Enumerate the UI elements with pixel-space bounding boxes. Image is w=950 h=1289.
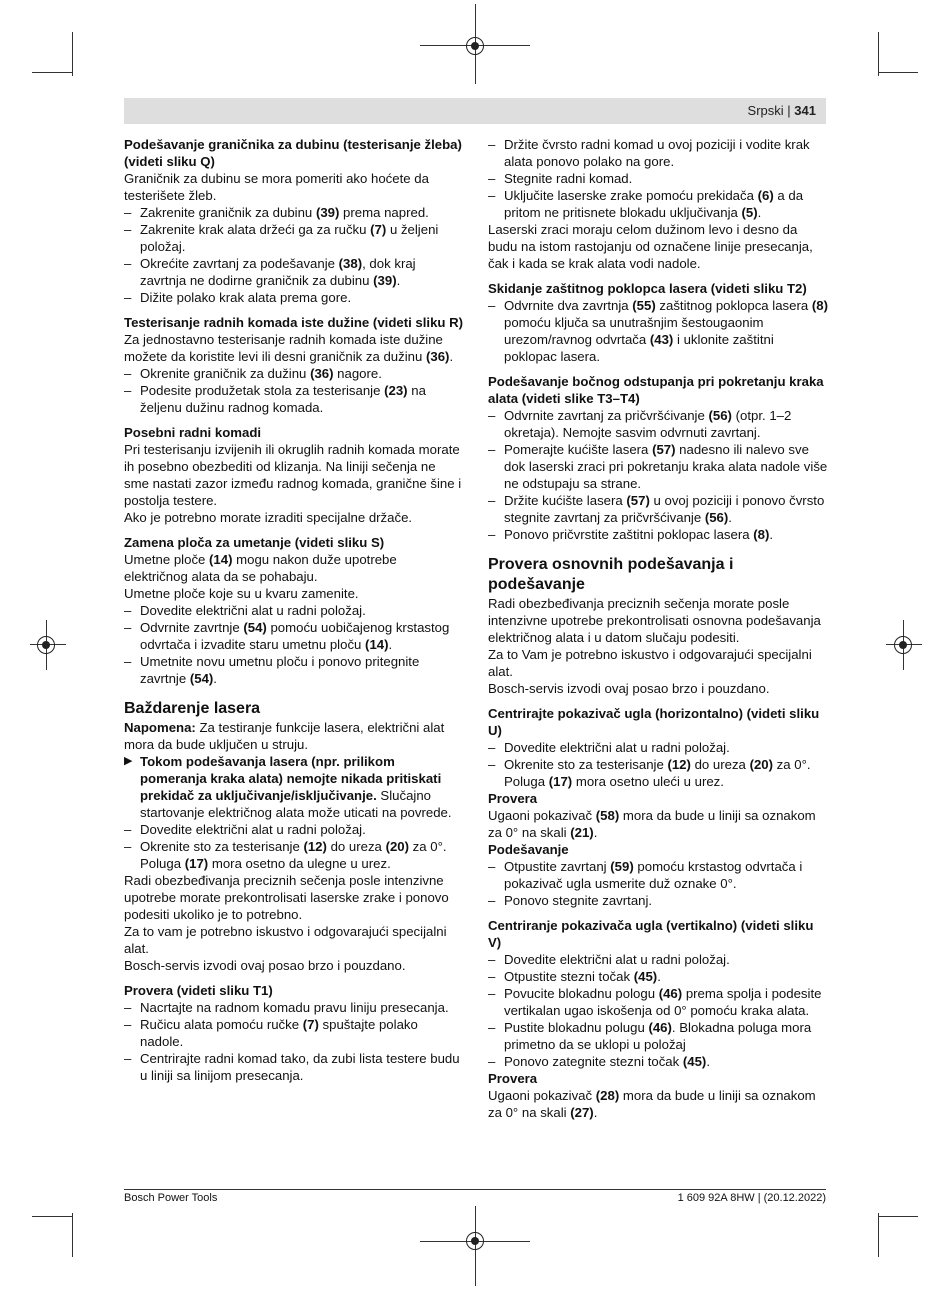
list-item: – Držite kućište lasera (57) u ovoj poziciji i ponovo čvrsto stegnite zavrtanj za pričvršćivanje (56). [488, 492, 828, 526]
right-column [488, 136, 828, 1121]
registration-mark-icon [37, 636, 55, 654]
spacer [488, 272, 828, 280]
list-item: – Nacrtajte na radnom komadu pravu liniju presecanja. [124, 999, 464, 1016]
list-item: – Centrirajte radni komad tako, da zubi lista testere budu u liniji sa linijom presecanja. [124, 1050, 464, 1084]
registration-mark-icon [894, 636, 912, 654]
list-item: – Pustite blokadnu polugu (46). Blokadna poluga mora primetno da se uklopi u položaj [488, 1019, 828, 1053]
list-item: – Podesite produžetak stola za testerisanje (23) na željenu dužinu radnog komada. [124, 382, 464, 416]
spacer [124, 306, 464, 314]
section-heading: Testerisanje radnih komada iste dužine (videti sliku R) [124, 315, 464, 330]
spacer [124, 416, 464, 424]
header-text [748, 103, 816, 118]
chapter-heading: Provera osnovnih podešavanja i podešavanje [488, 556, 734, 593]
paragraph: Za to vam je potrebno iskustvo i odgovarajući specijalni alat. [124, 924, 447, 956]
section-heading: Provera [488, 1071, 538, 1086]
list-item: – Uključite laserske zrake pomoću prekidača (6) a da pritom ne pritisnete blokadu uključivanja (5). [488, 187, 828, 221]
paragraph: Bosch-servis izvodi ovaj posao brzo i pouzdano. [488, 681, 770, 696]
list-item: – Povucite blokadnu pologu (46) prema spolja i podesite vertikalan ugao iskošenja od 0° pomoću kraka alata. [488, 985, 828, 1019]
crop-mark [32, 1216, 72, 1217]
crop-mark [32, 72, 72, 73]
paragraph: Napomena: Za testiranje funkcije lasera, električni alat mora da bude uključen u struju. [124, 720, 445, 752]
paragraph: Graničnik za dubinu se mora pomeriti ako hoćete da testerišete žleb. [124, 171, 429, 203]
paragraph: Radi obezbeđivanja preciznih sečenja morate posle intenzivne upotrebe prekontrolisati osnovna podešavanja električnog alata i u datom slučaju podesiti. [488, 596, 821, 645]
list-item: – Odvrnite zavrtnje (54) pomoću uobičajenog krstastog odvrtača i izvadite staru umetnu ploču (14). [124, 619, 464, 653]
crop-mark [878, 1213, 879, 1257]
crop-mark [878, 32, 879, 76]
list-item: – Dižite polako krak alata prema gore. [124, 289, 464, 306]
list-item: – Ponovo zategnite stezni točak (45). [488, 1053, 828, 1070]
list-item: – Dovedite električni alat u radni položaj. [488, 951, 828, 968]
spacer [488, 909, 828, 917]
list-item: – Dovedite električni alat u radni položaj. [488, 739, 828, 756]
list-item: – Zakrenite graničnik za dubinu (39) prema napred. [124, 204, 464, 221]
paragraph: Umetne ploče koje su u kvaru zamenite. [124, 586, 359, 601]
list-item: – Odvrnite dva zavrtnja (55) zaštitnog poklopca lasera (8) pomoću ključa sa unutrašnjim šestougaonim urezom/ravnog odvrtača (43) i uklonite zaštitni poklopac lasera. [488, 297, 828, 365]
crop-mark [878, 1216, 918, 1217]
list-item: – Okrenite graničnik za dužinu (36) nagore. [124, 365, 464, 382]
spacer [488, 697, 828, 705]
list-item: – Držite čvrsto radni komad u ovoj poziciji i vodite krak alata ponovo polako na gore. [488, 136, 828, 170]
list-item: – Pomerajte kućište lasera (57) nadesno ili nalevo sve dok laserski zraci pri pokretanju kraka alata nadole više ne odstupaju sa strane. [488, 441, 828, 492]
section-heading: Provera (videti sliku T1) [124, 983, 273, 998]
header-separator: | [787, 103, 791, 118]
crop-mark [878, 72, 918, 73]
footer-doc-id: 1 609 92A 8HW | (20.12.2022) [677, 1192, 826, 1204]
list-item: – Dovedite električni alat u radni položaj. [124, 821, 464, 838]
paragraph: Ako je potrebno morate izraditi specijalne držače. [124, 510, 413, 525]
chapter-heading: Baždarenje lasera [124, 700, 261, 717]
section-heading: Zamena ploča za umetanje (videti sliku S) [124, 535, 385, 550]
spacer [488, 543, 828, 555]
list-item: – Dovedite električni alat u radni položaj. [124, 602, 464, 619]
page-header [124, 98, 826, 124]
section-heading: Centriranje pokazivača ugla (vertikalno) (videti sliku V) [488, 918, 814, 950]
section-heading: Centrirajte pokazivač ugla (horizontalno) (videti sliku U) [488, 706, 820, 738]
list-item: – Odvrnite zavrtanj za pričvršćivanje (56) (otpr. 1–2 okretaja). Nemojte sasvim odvrnuti zavrtanj. [488, 407, 828, 441]
paragraph: Pri testerisanju izvijenih ili okruglih radnih komada morate ih posebno obezbediti od klizanja. Na liniji sečenja ne sme nastati zazor između radnog komada, graničnе šine i postolja testere. [124, 442, 462, 508]
list-item: – Zakrenite krak alata držeći ga za ručku (7) u željeni položaj. [124, 221, 464, 255]
spacer [488, 365, 828, 373]
section-heading: Podešavanje graničnika za dubinu (testerisanje žleba) (videti sliku Q) [124, 137, 462, 169]
registration-mark-icon [466, 37, 484, 55]
list-item: – Ponovo pričvrstite zaštitni poklopac lasera (8). [488, 526, 828, 543]
list-item: – Ručicu alata pomoću ručke (7) spuštajte polako nadole. [124, 1016, 464, 1050]
crop-mark [72, 32, 73, 76]
list-item: – Umetnite novu umetnu ploču i ponovo pritegnite zavrtnje (54). [124, 653, 464, 687]
paragraph: Laserski zraci moraju celom dužinom levo i desno da budu na istom rastojanju od označene linije presecanja, čak i kada se krak alata vodi nadole. [488, 222, 813, 271]
crop-mark [72, 1213, 73, 1257]
header-language: Srpski [747, 103, 784, 118]
left-column [124, 136, 464, 1084]
section-heading: Provera [488, 791, 538, 806]
paragraph: Ugaoni pokazivač (58) mora da bude u liniji sa oznakom za 0° na skali (21). [488, 808, 816, 840]
section-heading: Podešavanje [488, 842, 569, 857]
section-heading: Podešavanje bočnog odstupanja pri pokretanju kraka alata (videti slike T3–T4) [488, 374, 824, 406]
page-number: 341 [794, 103, 816, 118]
paragraph: Bosch-servis izvodi ovaj posao brzo i pouzdano. [124, 958, 406, 973]
section-heading: Posebni radni komadi [124, 425, 262, 440]
footer-brand: Bosch Power Tools [124, 1192, 218, 1204]
warning-item: ▶ Tokom podešavanja lasera (npr. prilikom pomeranja kraka alata) nemojte nikada pritiskati prekidač za uključivanje/isključivanje. Slučajno startovanje električnog alata može uticati na povrede. [124, 753, 464, 821]
section-heading: Skidanje zaštitnog poklopca lasera (videti sliku T2) [488, 281, 807, 296]
list-item: – Okrenite sto za testerisanje (12) do ureza (20) za 0°. Poluga (17) mora osetno da ulegne u urez. [124, 838, 464, 872]
spacer [124, 974, 464, 982]
paragraph: Za jednostavno testerisanje radnih komada iste dužine možete da koristite levi ili desni graničnik za dužinu (36). [124, 332, 454, 364]
registration-mark-icon [466, 1232, 484, 1250]
list-item: – Okrenite sto za testerisanje (12) do ureza (20) za 0°. Poluga (17) mora osetno uleći u urez. [488, 756, 828, 790]
footer-divider [124, 1189, 826, 1190]
list-item: – Okrećite zavrtanj za podešavanje (38), dok kraj zavrtnja ne dodirne graničnik za dubinu (39). [124, 255, 464, 289]
list-item: – Ponovo stegnite zavrtanj. [488, 892, 828, 909]
list-item: – Otpustite stezni točak (45). [488, 968, 828, 985]
paragraph: Umetne ploče (14) mogu nakon duže upotrebe električnog alata da se pohabaju. [124, 552, 397, 584]
list-item: – Otpustite zavrtanj (59) pomoću krstastog odvrtača i pokazivač ugla usmerite duž oznake 0°. [488, 858, 828, 892]
spacer [124, 687, 464, 699]
spacer [124, 526, 464, 534]
paragraph: Ugaoni pokazivač (28) mora da bude u liniji sa oznakom za 0° na skali (27). [488, 1088, 816, 1120]
paragraph: Za to Vam je potrebno iskustvo i odgovarajući specijalni alat. [488, 647, 812, 679]
paragraph: Radi obezbeđivanja preciznih sečenja posle intenzivne upotrebe morate prekontrolisati laserske zrake i ponovo podesiti ukoliko je to potrebno. [124, 873, 449, 922]
list-item: – Stegnite radni komad. [488, 170, 828, 187]
